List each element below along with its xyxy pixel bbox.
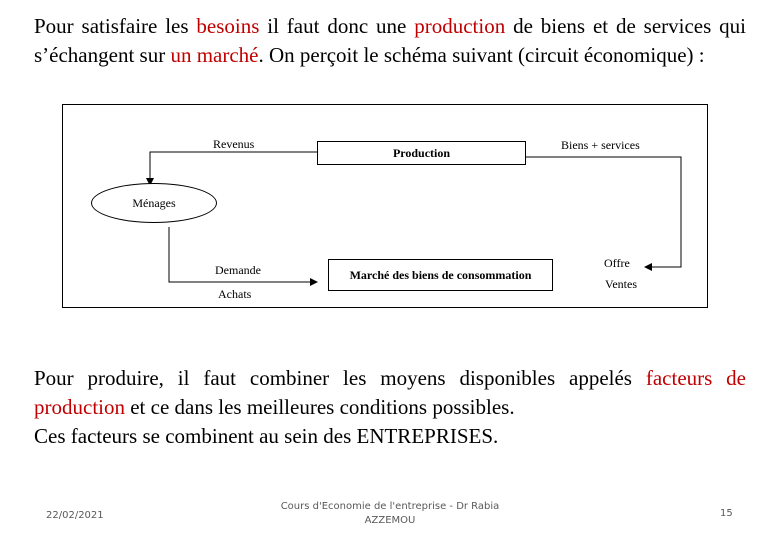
footer-course bbox=[270, 500, 510, 528]
keyword-facteurs: facteurs de production bbox=[34, 366, 746, 419]
marche-box bbox=[328, 259, 553, 291]
label-ventes: Ventes bbox=[605, 277, 637, 291]
footer-course-line1: Cours d'Economie de l'entreprise - Dr Rabia bbox=[280, 501, 500, 512]
marche-label: Marché des biens de consommation bbox=[349, 267, 532, 282]
footer-date: 22/02/2021 bbox=[46, 510, 104, 521]
menages-ellipse bbox=[91, 183, 217, 223]
economic-circuit-diagram bbox=[62, 104, 708, 308]
revenus-arrow bbox=[150, 152, 317, 185]
intro-text-4: . On perçoit le schéma suivant (circuit économique) : bbox=[258, 43, 705, 67]
production-label: Production bbox=[392, 145, 451, 160]
body-text-3: Ces facteurs se combinent au sein des ENTREPRISES. bbox=[34, 424, 499, 448]
menages-label: Ménages bbox=[132, 195, 176, 210]
biens-services-arrow bbox=[526, 157, 681, 267]
keyword-production: production bbox=[414, 14, 506, 38]
production-box bbox=[317, 141, 526, 165]
footer-page-number: 15 bbox=[720, 508, 733, 519]
keyword-marche: un marché bbox=[170, 43, 259, 67]
label-demande: Demande bbox=[215, 263, 261, 277]
label-achats: Achats bbox=[218, 287, 252, 301]
label-revenus: Revenus bbox=[213, 137, 255, 151]
body-paragraph bbox=[34, 364, 746, 451]
footer-course-line2: AZZEMOU bbox=[364, 515, 416, 526]
intro-text-1: Pour satisfaire les bbox=[34, 14, 197, 38]
body-text-1: Pour produire, il faut combiner les moyens disponibles appelés bbox=[34, 366, 646, 390]
keyword-besoins: besoins bbox=[196, 14, 260, 38]
body-text-2: et ce dans les meilleures conditions possibles. bbox=[124, 395, 515, 419]
intro-text-3: de biens et de services qui s’échangent sur bbox=[34, 14, 747, 67]
intro-text-2: il faut donc une bbox=[259, 14, 415, 38]
label-offre: Offre bbox=[604, 256, 630, 270]
intro-paragraph bbox=[34, 12, 746, 70]
label-biens-services: Biens + services bbox=[561, 138, 640, 152]
